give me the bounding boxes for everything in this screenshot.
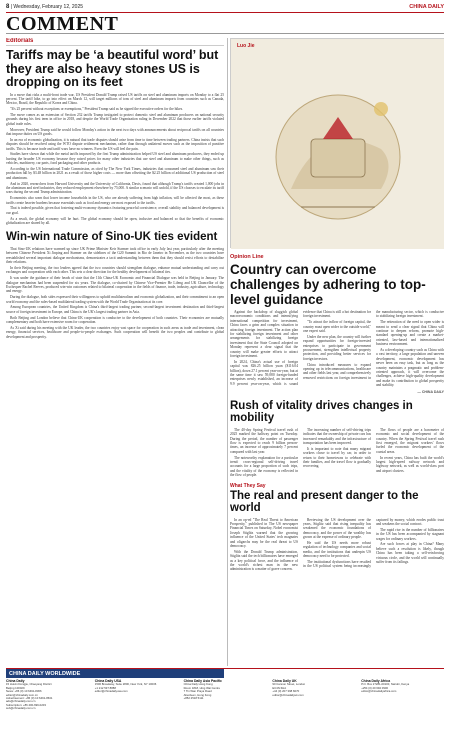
paragraph: That is indeed possible, given that fostering multi-economy dynamics featuring peaceful coexistence, overall stability and balanced development is our goal. bbox=[6, 206, 224, 215]
office-line: editor@chinadailyusa.com bbox=[94, 689, 128, 694]
office-line: P.O. Box 27281-00100, Nairobi, Kenya bbox=[361, 682, 410, 687]
page-header bbox=[6, 2, 444, 12]
weekly-kicker: What They Say bbox=[230, 482, 266, 489]
second-editorial-body bbox=[6, 247, 224, 339]
brand-name: CHINA DAILY bbox=[409, 4, 444, 10]
office-line: 15 Huixin Dongjie, Chaoyang District bbox=[6, 682, 52, 687]
office-line: Beijing 100029 bbox=[6, 685, 25, 690]
paragraph: The institutional dysfunctions have resulted in the US political system being increasingly captured by money, which erodes public trust and weakens the social contract. bbox=[303, 517, 444, 569]
paragraph: The reiteration of the need to open wider is meant to send a clear signal that China will continue to deepen reform, promote high-standard opening-up and create a market-oriented, law-based and internationalized business environment. bbox=[376, 320, 444, 347]
paragraph: As a result, the global economy will be hurt. The global economy should be open, inclusive and balanced so that the benefits of economic globalization are shared by all. bbox=[6, 216, 224, 225]
office-line: ads@chinadaily.com.cn bbox=[6, 699, 36, 704]
office-line: +1 212 537 8888 bbox=[94, 685, 116, 690]
lead-editorial-headline: Tariffs may be ‘a beautiful word’ but they are also heavy stones US is dropping on its feet bbox=[6, 48, 219, 89]
office-name: China Daily Asia Pacific bbox=[183, 679, 222, 683]
paragraph: "To attract the inflow of foreign capital, the country must open wider to the outside world," one expert said. bbox=[303, 320, 371, 334]
paragraph: The 40-day Spring Festival travel rush of 2025 marked the halfway point on Tuesday. During the period, the number of passenger flow is expected to reach 9 billion person-times, an increase of approximately 7 percent compared with last year. bbox=[230, 427, 298, 454]
paragraph: Moreover, President Trump said he would follow Monday's action in the next two days with announcements about reciprocal tariffs on all countries that impose duties on US goods. bbox=[6, 127, 224, 136]
office-line: 7 Tin Wan Praya Road bbox=[183, 689, 212, 694]
office-line: editor@chinadailyuk.com bbox=[272, 692, 304, 697]
second-editorial-headline: Win-win nature of Sino-UK ties evident bbox=[6, 231, 218, 244]
weekly-body bbox=[230, 518, 444, 572]
office-entry bbox=[361, 680, 444, 711]
paragraph: Economists also warn that lower income households in the US, who are already suffering from high inflation, will be affected the most, as these tariffs create heavier burdens because essentials such as food and energy are most exposed to the tariffs. bbox=[6, 196, 224, 205]
mobility-body bbox=[230, 428, 444, 478]
office-entry bbox=[184, 680, 267, 711]
office-name: China Daily bbox=[6, 679, 25, 683]
paragraph: In recent years, China has built the world's largest high-speed railway network and highway network, as well as world-class port and airport clusters. bbox=[376, 455, 444, 473]
mobility-headline: Rush of vitality drives changes in mobility bbox=[230, 399, 413, 425]
office-entry bbox=[6, 680, 89, 711]
editorials-kicker: Editorials bbox=[6, 38, 224, 46]
paragraph: As Xi said during his meeting with the UK leader, the two countries enjoy vast space for cooperation in such areas as trade and investment, clean energy, financial services, healthcare and people-to-people exchanges. Such cooperation will benefit the two peoples and contribute to global development and prosperity. bbox=[6, 325, 224, 339]
paragraph: In an op-ed "The Real Threat to American Prosperity," published in The US newspaper Financial Times on Saturday, Nobel economist Joseph Stiglitz warned that the growing influence of the United States' tech magnates and oligarchs may be the real threat to US democracy. bbox=[230, 517, 298, 548]
paragraph: Studies have shown that while the metal tariffs imposed by the first Trump administration helped US steel and aluminum producers, they ended up hurting the broader US economy because they raised prices for many other industries that use steel and aluminum to make other things, such as vehicles, machinery, car parts, food packaging and other products. bbox=[6, 152, 224, 166]
paragraph: As a developing country such as China with a vast territory, a large population and uneven development, economic development has never been an easy task, but as long as the country maintains a pragmatic and problem-oriented approach, it will overcome the challenges, achieve high-quality development and make its contribution to global prosperity and stability. bbox=[376, 348, 444, 388]
paragraph: It was under the guidance of their heads of state that the 11th China-UK Economic and Financial Dialogue was held in Beijing in January. The dialogue mechanism had been suspended for six years. The dialogue, co-chaired by Chinese Vice-Premier He Lifeng and UK Chancellor of the Exchequer Rachel Reeves, produced win-win outcomes related to bilateral cooperation in the fields of finance, trade, industry, agriculture, technology and energy. bbox=[6, 276, 224, 294]
weekly-headline: The real and present danger to the world bbox=[230, 489, 419, 515]
paragraph: The increasing number of self-driving trips indicates that the ownership of private cars has increased remarkably and the infrastructure of transportation has been improved. bbox=[303, 427, 371, 445]
office-line: EC4N 6HA bbox=[272, 685, 287, 690]
office-line: editor@chinadailyafrica.com bbox=[361, 689, 397, 694]
paragraph: Among European countries, the United Kingdom is China's third-largest trading partner, second-largest investment destination and third-largest source of foreign investment in Europe, and China is the UK's largest trading partner in Asia. bbox=[6, 305, 224, 314]
office-name: China Daily Africa bbox=[361, 679, 391, 683]
paragraph: The rapid rise in the number of billionaires in the US has been accompanied by stagnant wages for ordinary workers. bbox=[376, 527, 444, 541]
opinion-headline: Country can overcome challenges by adhering to top-level guidance bbox=[230, 262, 426, 307]
paragraph: The flows of people are a barometer of economic and social development of the country. When the Spring Festival travel rush first emerged, the migrant workers' flows fueled the economic development of the coastal areas. bbox=[376, 427, 444, 454]
office-line: editor@chinadaily.com.cn bbox=[6, 692, 38, 697]
paragraph: That Sino-UK relations have warmed up since UK Prime Minister Keir Starmer took office in early July last year, particularly after the meeting between Chinese President Xi Jinping and Starmer on the sidelines of the G20 Summit in Rio de Janeiro in November, as the two countries have reestablished several important dialogue mechanisms, demonstrates a tacit understanding between them that they should resist efforts to destabilize their relations. bbox=[6, 246, 224, 265]
office-entry bbox=[272, 680, 355, 711]
paragraph: In a move that risks a multi-front trade war, US President Donald Trump raised US tariffs on steel and aluminum imports on Monday to a flat 25 percent. The tariff hike, to go into effect on March 12, will target millions of tons of steel and aluminum imports from countries such as Canada, Mexico, Brazil, the Republic of Korea and China. bbox=[6, 92, 224, 106]
paragraph: China introduced measures to expand opening up in telecommunications, healthcare and other fields last year, and comprehensively removed restrictions on foreign investment in the manufacturing sector, which is conducive to stabilizing foreign investment. bbox=[303, 310, 444, 380]
paragraph: It is important to note that many migrant workers chose to travel by car, in order to return to their hometowns to celebrate with their families, and the travel flow is gradually recovering. bbox=[303, 446, 371, 469]
column-divider bbox=[227, 38, 228, 666]
paragraph: The noteworthy explanation for a particular trend: cross-regional self-driving travel accounts for a large proportion of such trips, and the vitality of the economy is reflected in the flow of people. bbox=[230, 455, 298, 478]
cartoon-artist: Luo Jie bbox=[237, 43, 255, 49]
office-line: Subscription: +86 400-699-0203 bbox=[6, 702, 46, 707]
cartoon-illustration bbox=[231, 39, 444, 249]
page-number: 8 bbox=[6, 4, 10, 10]
office-entry bbox=[95, 680, 178, 711]
paragraph: In an era of economic globalization, it is natural that trade disputes should arise from time to time between trading partners. China insists that such disputes should be resolved using the WTO dispute settlement mechanism, rather than through unilateral moves such as the imposition of punitive tariffs. This is because trade and tariff wars have no winners. Even the US will feel the pain. bbox=[6, 137, 224, 151]
office-line: News: +86 (0) 10 6491-8366 bbox=[6, 689, 42, 694]
paragraph: Reviewing the US development over the years, Stiglitz said that rising inequality has weakened the economic foundations of democracy, and the power of the wealthy has grown at the expense of ordinary people. bbox=[303, 517, 371, 540]
office-line: 90 Cannon Street, London bbox=[272, 682, 306, 687]
office-line: +44 (0) 207 398 8270 bbox=[272, 689, 300, 694]
page-meta: 8 | Wednesday, February 12, 2025 bbox=[6, 4, 84, 10]
lead-editorial-body bbox=[6, 93, 224, 226]
paragraph: "It's 25 percent without exceptions or exemptions," President Trump said as he signed the executive orders for the hikes. bbox=[10, 107, 184, 112]
office-line: Room 1818, Hing Wai Centre bbox=[183, 685, 221, 690]
paragraph: In their Beijing meeting, the two leaders agreed that the two countries should strengthen dialogue, enhance mutual understanding and carry out exchanges and cooperation with each other. This sets a clear direction for the healthy development of bilateral ties. bbox=[6, 265, 224, 275]
office-name: China Daily USA bbox=[94, 679, 122, 683]
paragraph: Against the backdrop of sluggish global macroeconomic conditions and intensifying international competition for investment, China faces a grim and complex situation in attracting foreign investment. The action plan for stabilizing foreign investment and other arrangements for stabilizing foreign investment that the State Council adopted on Monday represent a clear signal that the country will make greater efforts to attract foreign investment. bbox=[230, 310, 298, 359]
footer-band: CHINA DAILY WORLDWIDE bbox=[6, 669, 224, 678]
opinion-kicker: Opinion Line bbox=[230, 254, 264, 260]
footer bbox=[6, 668, 444, 742]
opinion-byline: — CHINA DAILY bbox=[417, 389, 444, 394]
editorials-column bbox=[6, 38, 224, 666]
paragraph: And in 2020, researchers from Harvard University and the University of California, Davis, found that although Trump's tariffs created 1,000 jobs in the aluminum and steel industries, they reduced employment elsewhere by 75,000. A similar scenario will unfold, if the US chooses to escalate its tariff wars during the second Trump administration. bbox=[6, 181, 224, 195]
paragraph: The move comes as an extension of Section 232 tariffs Trump instigated to protect domestic steel and aluminum producers on national security grounds during his first term in office in 2018, and despite the World Trade Organization ruling in December 2022 that those earlier tariffs violated global trade rules. bbox=[6, 112, 224, 126]
paragraph: Both Beijing and London believe that China-UK cooperation is conducive to the development of both countries. Their economies are mutually complementary and both have extensive room for cooperation. bbox=[6, 315, 224, 324]
paragraph: According to the US International Trade Commission, as cited by The New York Times, industries that consumed steel and aluminum saw their production fall by $3.48 billion in 2021 as a result of those higher costs — more than offsetting the $2.25 billion of additional US production of steel and aluminum. bbox=[6, 166, 224, 180]
office-line: China Daily Hong Kong bbox=[183, 682, 213, 687]
office-directory bbox=[6, 680, 444, 711]
paragraph: In 2024, China's actual use of foreign capital was 826.25 billion yuan ($116.04 billion), down 27.1 percent year-on-year, but at the same time it saw 59,080 foreign-funded enterprises newly established, an increase of 9.9 percent year-on-year, which is sound evidence that China is still a hot destination for foreign investment. bbox=[230, 310, 371, 386]
office-line: +254 (0) 20 692 0900 bbox=[361, 685, 389, 690]
editorial-cartoon bbox=[230, 38, 444, 248]
paragraph: During the dialogue, both sides expressed their willingness to uphold multilateralism and economic globalization, and their commitment to an open world economy and the rules-based multilateral trading system with the World Trade Organization at its core. bbox=[6, 295, 224, 304]
paragraph: Are such forces at play in China? Many believe such a resolution is likely, though China has been taking a self-reinforcing virtuous circle, and the world will continually suffer from its failings. bbox=[376, 542, 444, 564]
office-line: +852 2518 5111 bbox=[183, 696, 204, 701]
section-title: COMMENT bbox=[6, 13, 119, 35]
opinion-body bbox=[230, 310, 444, 388]
office-line: Aberdeen, Hong Kong bbox=[183, 692, 212, 697]
paragraph: With the Donald Trump administration, Stiglitz said the tech billionaires have emerged as a key political force, and the influence of the world's richest man in the new administration is a matter of grave concern. bbox=[230, 549, 298, 572]
issue-date: Wednesday, February 12, 2025 bbox=[13, 4, 84, 10]
office-line: sub@chinadaily.com.cn bbox=[6, 706, 36, 711]
section-masthead bbox=[6, 12, 444, 34]
office-line: Advertisement: +86 (0) 10 6491-8631 bbox=[6, 696, 53, 701]
paragraph: Under the new plan, the country will further expand opportunities for foreign-invested enterprises to participate in government procurement, strengthen intellectual property protection, and providing better services for foreign investors. bbox=[303, 334, 371, 361]
opinion-column bbox=[230, 38, 444, 666]
paragraph: He said the US needs more robust regulation of technology companies and social media, and the institutions that underpin US democracy need to be protected. bbox=[303, 540, 371, 559]
office-name: China Daily UK bbox=[272, 679, 297, 683]
office-line: 1500 Broadway, Suite 2800, New York, NY 10036 bbox=[94, 682, 157, 687]
